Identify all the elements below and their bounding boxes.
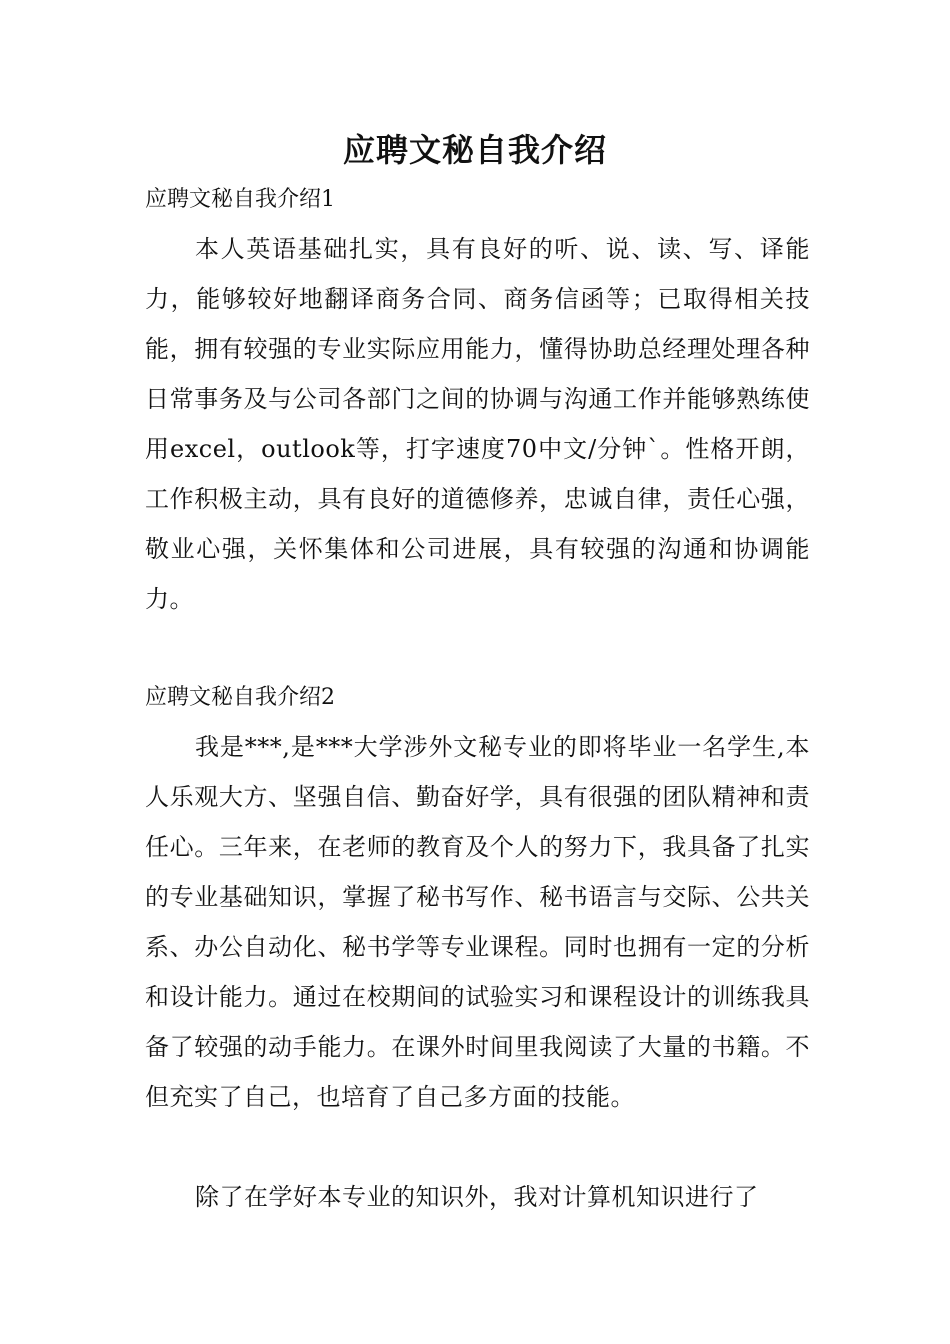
section-1-paragraph-1: 本人英语基础扎实，具有良好的听、说、读、写、译能力，能够较好地翻译商务合同、商务信函等；已取得相关技能，拥有较强的专业实际应用能力，懂得协助总经理处理各种日常事务及与公司各部门之间的协调与沟通工作并能够熟练使用excel，outlook等，打字速度70中文/分钟`。性格开朗，工作积极主动，具有良好的道德修养，忠诚自律，责任心强，敬业心强，关怀集体和公司进展，具有较强的沟通和协调能力。 <box>145 235 810 613</box>
section-2-paragraph-1: 我是***,是***大学涉外文秘专业的即将毕业一名学生,本人乐观大方、坚强自信、勤奋好学，具有很强的团队精神和责任心。三年来，在老师的教育及个人的努力下，我具备了扎实的专业基础知识，掌握了秘书写作、秘书语言与交际、公共关系、办公自动化、秘书学等专业课程。同时也拥有一定的分析和设计能力。通过在校期间的试验实习和课程设计的训练我具备了较强的动手能力。在课外时间里我阅读了大量的书籍。不但充实了自己，也培育了自己多方面的技能。 <box>145 733 810 1111</box>
section-heading-2: 应聘文秘自我介绍2 <box>145 685 335 710</box>
section-2-paragraph-2: 除了在学好本专业的知识外，我对计算机知识进行了 <box>195 1183 759 1211</box>
section-heading-1: 应聘文秘自我介绍1 <box>145 187 335 212</box>
document-title: 应聘文秘自我介绍 <box>342 131 607 169</box>
